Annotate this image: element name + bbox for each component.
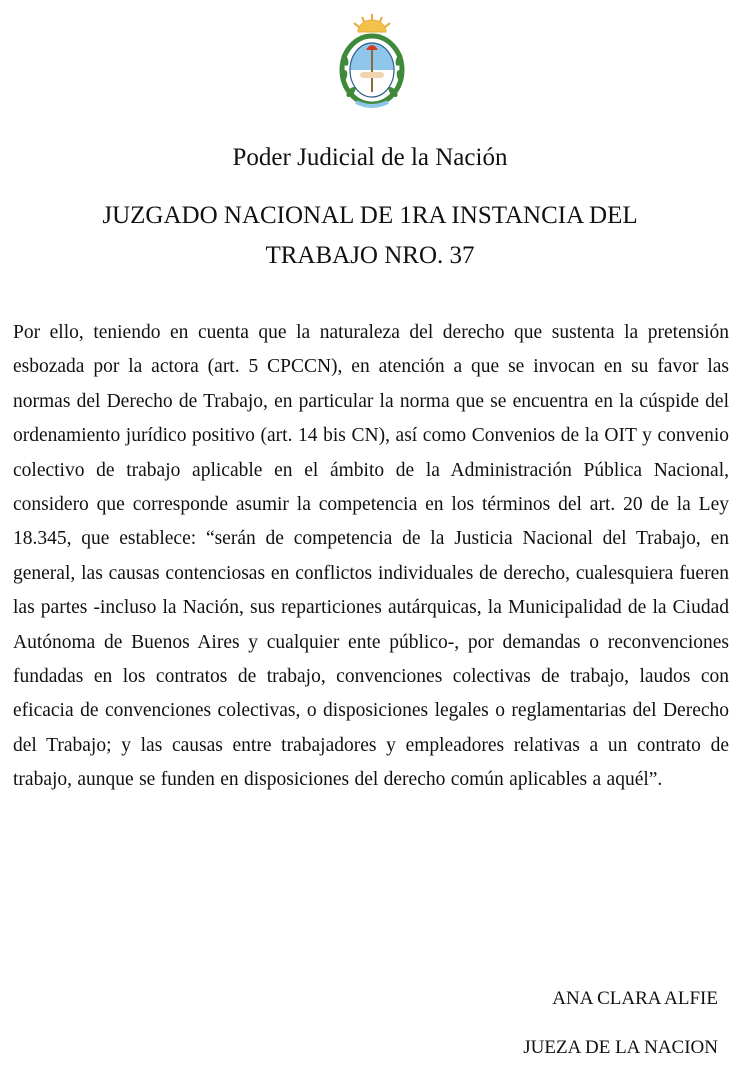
institution-name: Poder Judicial de la Nación [232,144,508,171]
court-title-line-2: TRABAJO NRO. 37 [265,242,475,269]
court-title-line-1: JUZGADO NACIONAL DE 1RA INSTANCIA DEL [102,202,638,229]
signature-role: JUEZA DE LA NACION [523,1037,718,1058]
argentine-coat-of-arms-icon [336,10,408,112]
resolution-body-paragraph: Por ello, teniendo en cuenta que la naturaleza del derecho que sustenta la pretensión esbozada por la actora (art. 5 CPCCN), en atención a que se invocan en su favor las normas del Derecho de Trabajo, en particular la norma que se encuentra en la cúspide del ordenamiento jurídico positivo (art. 14 bis CN), así como Convenios de la OIT y convenio colectivo de trabajo aplicable en el ámbito de la Administración Pública Nacional, considero que corresponde asumir la competencia en los términos del art. 20 de la Ley 18.345, que establece: “serán de competencia de la Justicia Nacional del Trabajo, en general, las causas contenciosas en conflictos individuales de derecho, cualesquiera fueren las partes -incluso la Nación, sus reparticiones autárquicas, la Municipalidad de la Ciudad Autónoma de Buenos Aires y cualquier ente público-, por demandas o reconvenciones fundadas en los contratos de trabajo, convenciones colectivas de trabajo, laudos con eficacia de convenciones colectivas, o disposiciones legales o reglamentarias del Derecho del Trabajo; y las causas entre trabajadores y empleadores relativas a un contrato de trabajo, aunque se funden en disposiciones del derecho común aplicables a aquél”. [13,322,729,791]
court-title [20,196,720,276]
signature-name: ANA CLARA ALFIE [552,988,718,1009]
